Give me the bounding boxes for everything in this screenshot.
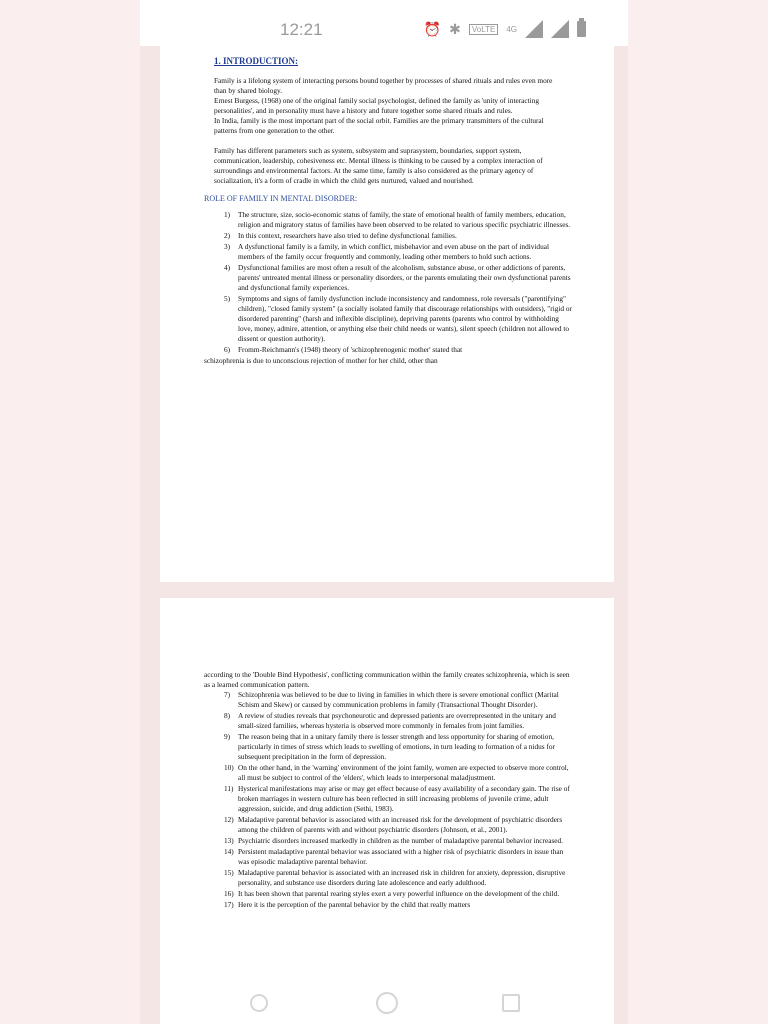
list-item: 10) On the other hand, in the 'warning' environment of the joint family, women are expected to observe more control, all must be subject to control of the 'elders', which leads to interpersonal maladjustment. — [224, 763, 569, 782]
data-icon: 4G — [506, 24, 517, 34]
recent-apps-icon[interactable] — [502, 994, 520, 1012]
list-item: 16) It has been shown that parental rearing styles exert a very powerful influence on the development of the child. — [224, 889, 560, 898]
signal-icon — [551, 20, 569, 38]
volte-icon: VoLTE — [469, 24, 498, 35]
status-bar — [140, 0, 628, 46]
list-item: 7) Schizophrenia was believed to be due to living in families in which there is severe emotional conflict (Marital Schism and Skew) or caused by communication problems in family (Transactional Thought Disorder). — [224, 690, 559, 709]
list-item: 6) Fromm-Reichmann's (1948) theory of 'schizophrenogenic mother' stated that — [224, 345, 463, 354]
right-margin — [628, 0, 768, 1024]
list-item: 9) The reason being that in a unitary family there is lesser strength and less opportunity for sharing of emotion, particularly in times of stress which leads to swelling of emotions, in turn leading to formation of a nidus for subsequent precipitation in the form of depression. — [224, 732, 555, 761]
phone-screen — [140, 0, 628, 1024]
alarm-icon: ⏰ — [423, 20, 442, 37]
list-item: 2) In this context, researchers have also tried to define dysfunctional families. — [224, 231, 457, 240]
navigation-bar — [140, 990, 628, 1018]
list-item: 14) Persistent maladaptive parental behavior was associated with a higher risk of psychiatric disorders in issue than was episodic maladaptive parental behavior. — [224, 847, 564, 866]
numbered-list — [204, 210, 572, 355]
paragraph: In India, family is the most important part of the social orbit. Families are the primary transmitters of the cultural patterns from one generation to the other. — [214, 116, 544, 135]
numbered-list — [204, 690, 572, 910]
list-item: 12) Maladaptive parental behavior is associated with an increased risk for the development of psychiatric disorders among the children of parents with and without psychiatric disorders (Johnson, et al., 2001). — [224, 815, 563, 834]
list-item: 3) A dysfunctional family is a family, in which conflict, misbehavior and even abuse on the part of individual members of the family occur frequently and commonly, leading other members to hold such actions. — [224, 242, 549, 261]
list-item: 8) A review of studies reveals that psychoneurotic and depressed patients are overrepresented in the unitary and small-sized families, whereas hysteria is observed more commonly in females from joint families. — [224, 711, 556, 730]
paragraph: Ernest Burgess, (1968) one of the original family social psychologist, defined the family as 'unity of interacting personalities', and in personality must have a history and future together some shared rituals and rules. — [214, 96, 540, 115]
left-margin — [0, 0, 140, 1024]
status-icons — [424, 20, 586, 38]
document-page-1[interactable] — [160, 46, 614, 582]
page-2-content — [204, 670, 572, 911]
list-item: 15) Maladaptive parental behavior is associated with an increased risk in children for anxiety, depression, disruptive personality, and substance use disorders during late adolescence and early adulthood. — [224, 868, 566, 887]
page-1-content — [204, 56, 572, 366]
back-icon[interactable] — [250, 994, 268, 1012]
continuation-text: according to the 'Double Bind Hypothesis', conflicting communication within the family creates schizophrenia, which is seen as a learned communication pattern. — [204, 670, 570, 689]
list-item: 11) Hysterical manifestations may arise or may get effect because of easy availability of a secondary gain. The rise of broken marriages in western culture has been reflected in still increasing problems of juvenile crime, adult aggression, suicide, and drug addiction (Sethi, 1983). — [224, 784, 570, 813]
list-item: 17) Here it is the perception of the parental behavior by the child that really matters — [224, 900, 471, 909]
battery-icon — [577, 21, 586, 37]
continuation-text: schizophrenia is due to unconscious rejection of mother for her child, other than — [204, 356, 438, 365]
home-icon[interactable] — [376, 992, 398, 1014]
subheading: ROLE OF FAMILY IN MENTAL DISORDER: — [204, 194, 358, 203]
paragraph: Family is a lifelong system of interacting persons bound together by processes of shared rituals and rules even more than by shared biology. — [214, 76, 553, 95]
bluetooth-icon: ✱ — [449, 20, 461, 37]
list-item: 5) Symptoms and signs of family dysfunction include inconsistency and randomness, role reversals ("parentifying" children), "closed family system" (a socially isolated family that discourage relationships with outsiders), "rigid or disordered parenting" (harsh and inflexible discipline), depriving parents (parents who control by withholding love, money, admire, attention, or anything else their child needs or wants), silent speech (children not allowed to dissent or question authority). — [224, 294, 572, 343]
status-time: 12:21 — [280, 20, 323, 39]
list-item: 13) Psychiatric disorders increased markedly in children as the number of maladaptive parental behavior increased. — [224, 836, 563, 845]
list-item: 1) The structure, size, socio-economic status of family, the state of emotional health of family members, education, religion and migratory status of families have been observed to be related to various specific psychiatric illnesses. — [224, 210, 571, 229]
section-heading: 1. INTRODUCTION: — [214, 56, 299, 66]
list-item: 4) Dysfunctional families are most often a result of the alcoholism, substance abuse, or other addictions of parents, parents' untreated mental illness or personality disorders, or the parents emulating their own dysfunctional parents and dysfunctional family experiences. — [224, 263, 571, 292]
paragraph: Family has different parameters such as system, subsystem and suprasystem, boundaries, support system, communication, leadership, cohesiveness etc. Mental illness is thinking to be caused by a complex interaction of surroundings and environmental factors. At the same time, family is also considered as the primary agency of socialization, it's a form of cradle in which the child gets nurtured, valued and nourished. — [214, 146, 543, 185]
document-page-2[interactable] — [160, 598, 614, 1024]
signal-icon — [525, 20, 543, 38]
